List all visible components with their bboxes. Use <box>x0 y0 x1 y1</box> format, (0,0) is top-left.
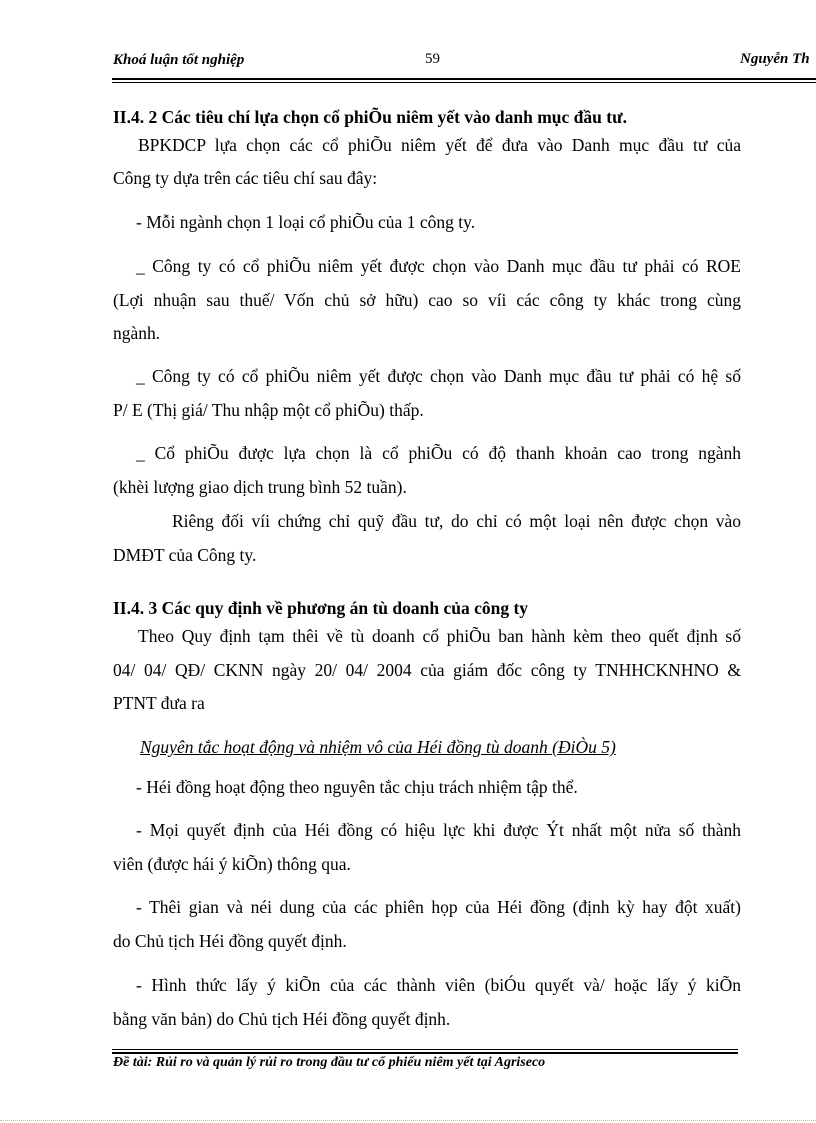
list-item-continued: (Lợi nhuận sau thuế/ Vốn chủ sở hữu) cao so víi các công ty khác trong cùng <box>113 290 741 310</box>
list-item: - Hình thức lấy ý kiÕn của các thành viên (biÓu quyết và/ hoặc lấy ý kiÕn <box>136 975 741 995</box>
paragraph-line: Riêng đối víi chứng chỉ quỹ đầu tư, do chỉ có một loại nên được chọn vào <box>172 511 741 531</box>
footer-rule-thick <box>112 1052 738 1054</box>
section-heading-criteria: II.4. 2 Các tiêu chí lựa chọn cổ phiÕu niêm yết vào danh mục đầu tư. <box>113 107 627 127</box>
section-heading-regulations: II.4. 3 Các quy định về phương án tù doanh của công ty <box>113 598 529 618</box>
list-item-continued: ngành. <box>113 323 161 343</box>
page-edge-divider <box>0 1120 816 1121</box>
subheading-principles: Nguyên tắc hoạt động và nhiệm vô của Héi đồng tù doanh (ĐiÒu 5) <box>140 737 616 757</box>
list-item-continued: do Chủ tịch Héi đồng quyết định. <box>113 931 347 951</box>
paragraph-line: PTNT đưa ra <box>113 693 205 713</box>
footer-thesis-title: Đề tài: Rủi ro và quản lý rủi ro trong đầu tư cổ phiếu niêm yết tại Agriseco <box>113 1055 546 1070</box>
paragraph-line: Công ty dựa trên các tiêu chí sau đây: <box>113 168 378 188</box>
paragraph-line: BPKDCP lựa chọn các cổ phiÕu niêm yết để đưa vào Danh mục đầu tư của <box>138 135 741 155</box>
list-item-continued: (khèi lượng giao dịch trung bình 52 tuần). <box>113 477 407 497</box>
paragraph-line: DMĐT của Công ty. <box>113 545 257 565</box>
list-item-continued: viên (được hái ý kiÕn) thông qua. <box>113 854 351 874</box>
list-item: - Mọi quyết định của Héi đồng có hiệu lực khi được Ýt nhất một nửa số thành <box>136 820 741 840</box>
header-rule-thin <box>112 82 816 83</box>
footer-rule-thin <box>112 1049 738 1050</box>
list-item: _ Công ty có cổ phiÕu niêm yết được chọn vào Danh mục đầu tư phải có hệ số <box>136 366 741 386</box>
list-item-continued: bằng văn bản) do Chủ tịch Héi đồng quyết định. <box>113 1009 451 1029</box>
paragraph-line: 04/ 04/ QĐ/ CKNN ngày 20/ 04/ 2004 của giám đốc công ty TNHHCKNHNO & <box>113 660 741 680</box>
header-author: Nguyễn Th <box>740 51 810 67</box>
header-rule-thick <box>112 78 816 80</box>
list-item-continued: P/ E (Thị giá/ Thu nhập một cổ phiÕu) thấp. <box>113 400 424 420</box>
page-number: 59 <box>425 51 440 67</box>
list-item: - Thêi gian và néi dung của các phiên họp của Héi đồng (định kỳ hay đột xuất) <box>136 897 741 917</box>
list-item: - Mỗi ngành chọn 1 loại cổ phiÕu của 1 công ty. <box>136 212 476 232</box>
list-item: _ Công ty có cổ phiÕu niêm yết được chọn vào Danh mục đầu tư phải có ROE <box>136 256 741 276</box>
header-thesis-label: Khoá luận tốt nghiệp <box>113 52 245 68</box>
list-item: - Héi đồng hoạt động theo nguyên tắc chịu trách nhiệm tập thể. <box>136 777 578 797</box>
list-item: _ Cổ phiÕu được lựa chọn là cổ phiÕu có độ thanh khoản cao trong ngành <box>136 443 741 463</box>
paragraph-line: Theo Quy định tạm thêi về tù doanh cổ phiÕu ban hành kèm theo quết định số <box>138 626 741 646</box>
